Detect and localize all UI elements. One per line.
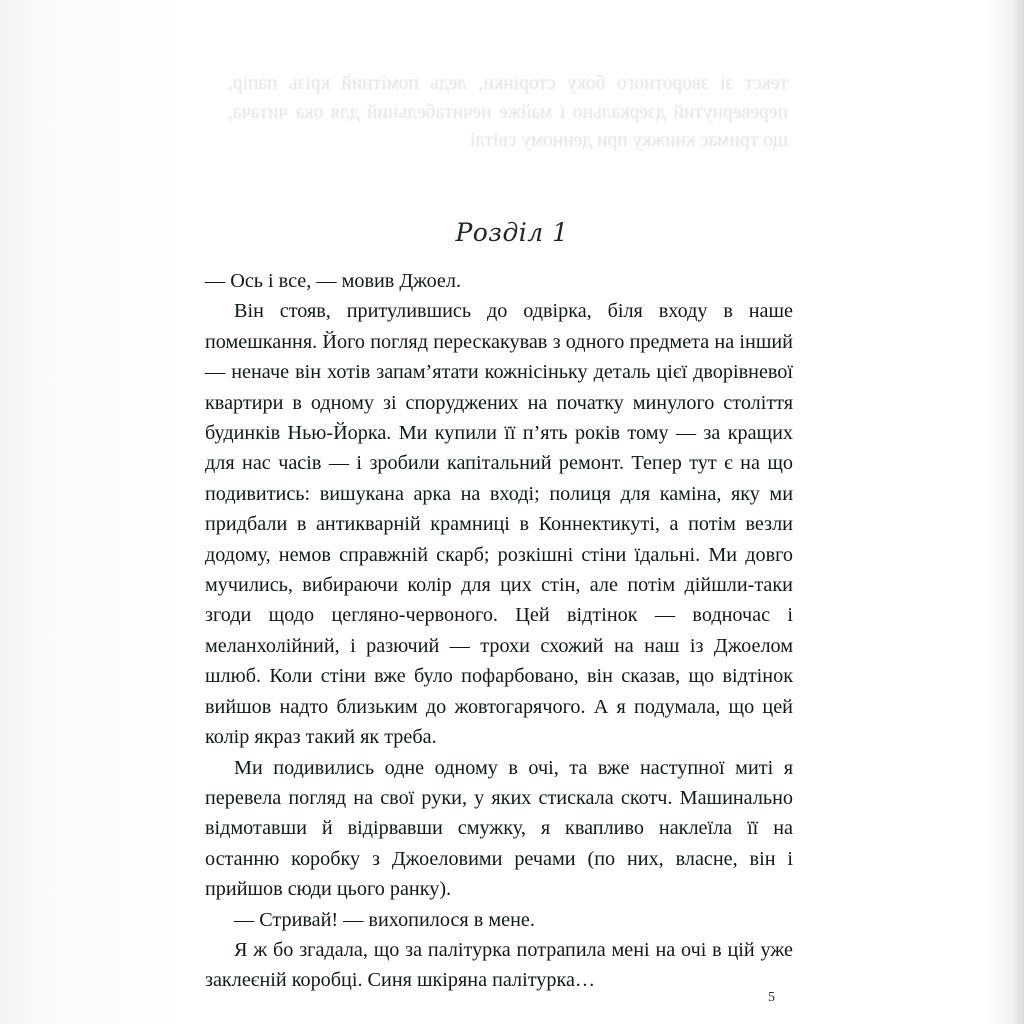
paragraph: Я ж бо згадала, що за палітурка потрапила мені на очі в цій уже заклеєній коробці. Синя шкіряна палітурка… [205, 938, 793, 992]
paragraph: Ми подивились одне одному в очі, та вже наступної миті я перевела погляд на свої руки, у яких стискала скотч. Машинально відмотавши й відірвавши смужку, я квапливо наклеїла її на останню коробку з Джоеловими речами (по них, власне, він і прийшов сюди цього ранку). [205, 756, 793, 901]
chapter-title: Розділ 1 [455, 218, 569, 247]
paragraph: Він стояв, притулившись до одвірка, біля входу в наше помешкання. Його погляд перескакував з одного предмета на інший — неначе він хотів запам’ятати кожнісіньку деталь цієї дворівневої квартири в одному зі споруджених на початку минулого століття будинків Нью-Йорка. Ми купили її п’ять років тому — за кращих для нас часів — і зробили капітальний ремонт. Тепер тут є на що подивитись: вишукана арка на вході; полиця для каміна, яку ми придбали в антикварній крамниці в Коннектикуті, а потім везли додому, немов справжній скарб; розкішні стіни їдальні. Ми довго мучились, вибираючи колір для цих стін, але потім дійшли-таки згоди щодо цегляно-червоного. Цей відтінок — водночас і меланхолійний, і разючий — трохи схожий на наш із Джоелом шлюб. Коли стіни вже було пофарбовано, він сказав, що відтінок вийшов надто близьким до жовтогарячого. А я подумала, що цей колір якраз такий як треба. [205, 300, 793, 749]
page-number: 5 [768, 990, 775, 1005]
paragraph: — Ось і все, — мовив Джоел. [205, 270, 462, 292]
reverse-side-bleed-through: текст зі зворотного боку сторінки, ледь помітний крізь папір, перевернутий дзеркально і майже нечитабельний для ока читача, що тримає книжку при денному світлі [223, 73, 788, 151]
paragraph: — Стривай! — вихопилося в мене. [234, 908, 535, 931]
body-text [205, 266, 793, 996]
